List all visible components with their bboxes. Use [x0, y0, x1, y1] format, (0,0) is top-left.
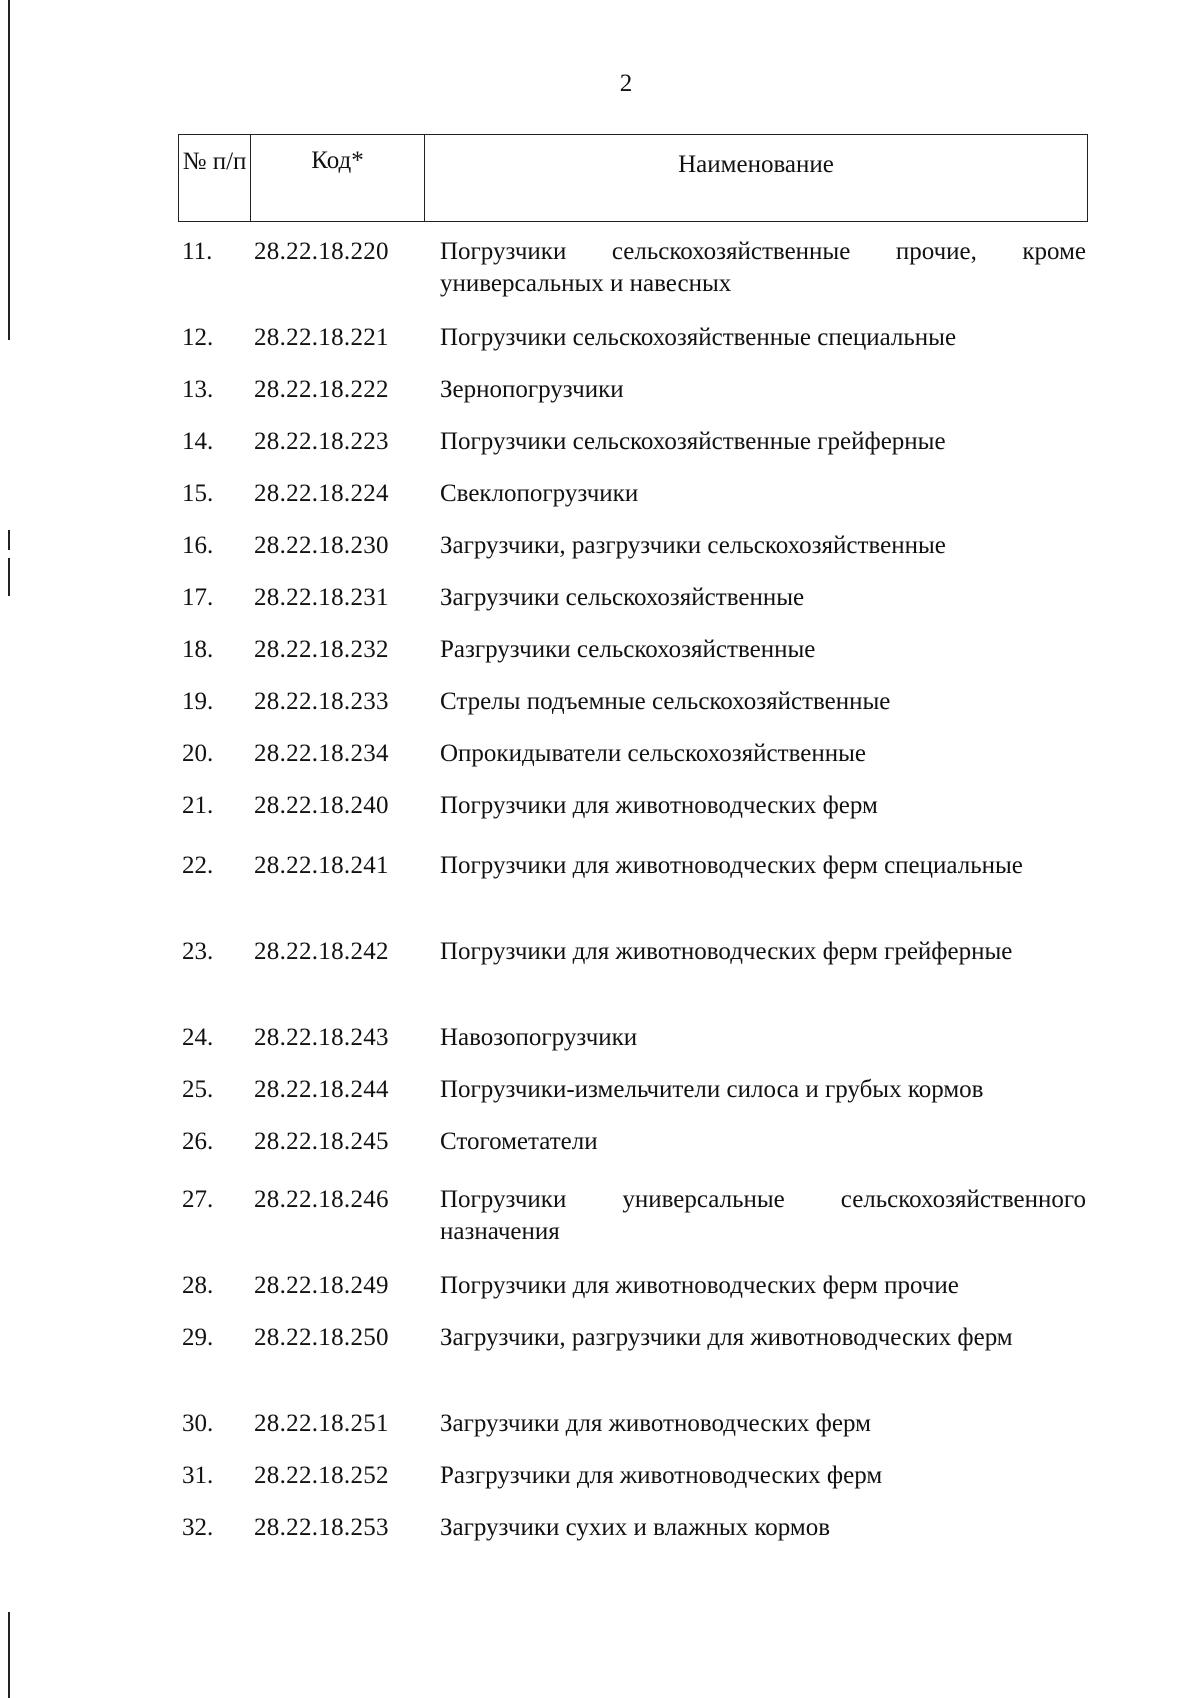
row-name: Погрузчики сельскохозяйственные специальные	[440, 324, 957, 351]
row-code: 28.22.18.246	[254, 1186, 389, 1213]
row-code: 28.22.18.244	[254, 1076, 389, 1103]
row-name: Погрузчики сельскохозяйственные прочие, кроме универсальных и навесных	[440, 238, 1086, 297]
row-number: 24.	[182, 1024, 214, 1051]
row-code: 28.22.18.221	[254, 324, 389, 351]
row-code: 28.22.18.240	[254, 792, 389, 819]
page-number: 2	[619, 70, 633, 97]
scan-edge-mark	[8, 558, 10, 596]
row-name: Опрокидыватели сельскохозяйственные	[440, 740, 866, 767]
scan-edge-mark	[8, 1612, 10, 1698]
row-code: 28.22.18.242	[254, 938, 389, 965]
row-number: 19.	[182, 688, 214, 715]
row-code: 28.22.18.241	[254, 852, 389, 879]
row-name: Погрузчики для животноводческих ферм прочие	[440, 1272, 959, 1299]
row-name: Погрузчики универсальные сельскохозяйственного назначения	[440, 1186, 1086, 1245]
row-code: 28.22.18.234	[254, 740, 389, 767]
row-number: 15.	[182, 480, 214, 507]
row-code: 28.22.18.252	[254, 1462, 389, 1489]
row-code: 28.22.18.245	[254, 1128, 389, 1155]
row-name: Разгрузчики для животноводческих ферм	[440, 1462, 883, 1489]
row-name: Загрузчики, разгрузчики сельскохозяйственные	[440, 532, 946, 559]
row-code: 28.22.18.249	[254, 1272, 389, 1299]
row-number: 29.	[182, 1324, 214, 1351]
row-number: 26.	[182, 1128, 214, 1155]
row-number: 31.	[182, 1462, 214, 1489]
row-name: Разгрузчики сельскохозяйственные	[440, 636, 816, 663]
row-name: Стрелы подъемные сельскохозяйственные	[440, 688, 891, 715]
row-number: 17.	[182, 584, 214, 611]
row-number: 25.	[182, 1076, 214, 1103]
row-name: Погрузчики-измельчители силоса и грубых кормов	[440, 1076, 984, 1103]
row-code: 28.22.18.224	[254, 480, 389, 507]
row-code: 28.22.18.231	[254, 584, 389, 611]
row-name: Зернопогрузчики	[440, 376, 624, 403]
row-name: Загрузчики, разгрузчики для животноводческих ферм	[440, 1324, 1013, 1351]
row-code: 28.22.18.223	[254, 428, 389, 455]
row-number: 32.	[182, 1514, 214, 1541]
row-name: Погрузчики сельскохозяйственные грейферные	[440, 428, 946, 455]
row-name: Загрузчики сельскохозяйственные	[440, 584, 805, 611]
row-name: Стогометатели	[440, 1128, 598, 1155]
table-header	[178, 134, 1088, 222]
row-name: Погрузчики для животноводческих ферм специальные	[440, 852, 1023, 879]
row-code: 28.22.18.230	[254, 532, 389, 559]
row-number: 30.	[182, 1410, 214, 1437]
row-code: 28.22.18.243	[254, 1024, 389, 1051]
scan-edge-mark	[8, 0, 10, 340]
row-number: 18.	[182, 636, 214, 663]
row-code: 28.22.18.232	[254, 636, 389, 663]
row-number: 27.	[182, 1186, 214, 1213]
row-number: 13.	[182, 376, 214, 403]
row-number: 20.	[182, 740, 214, 767]
row-name: Погрузчики для животноводческих ферм грейферные	[440, 938, 1013, 965]
row-code: 28.22.18.253	[254, 1514, 389, 1541]
row-name: Навозопогрузчики	[440, 1024, 638, 1051]
row-code: 28.22.18.233	[254, 688, 389, 715]
row-code: 28.22.18.220	[254, 238, 389, 265]
row-number: 28.	[182, 1272, 214, 1299]
row-number: 11.	[182, 238, 213, 265]
row-number: 23.	[182, 938, 214, 965]
header-number: № п/п	[179, 135, 251, 221]
row-name: Свеклопогрузчики	[440, 480, 639, 507]
row-code: 28.22.18.222	[254, 376, 389, 403]
row-number: 12.	[182, 324, 214, 351]
header-name: Наименование	[678, 151, 834, 178]
row-code: 28.22.18.251	[254, 1410, 389, 1437]
row-name: Погрузчики для животноводческих ферм	[440, 792, 878, 819]
row-name: Загрузчики для животноводческих ферм	[440, 1410, 871, 1437]
row-code: 28.22.18.250	[254, 1324, 389, 1351]
header-code: Код*	[251, 135, 425, 221]
scan-edge-mark	[8, 530, 10, 550]
row-number: 22.	[182, 852, 214, 879]
row-number: 16.	[182, 532, 214, 559]
row-name: Загрузчики сухих и влажных кормов	[440, 1514, 831, 1541]
row-number: 21.	[182, 792, 214, 819]
row-number: 14.	[182, 428, 214, 455]
